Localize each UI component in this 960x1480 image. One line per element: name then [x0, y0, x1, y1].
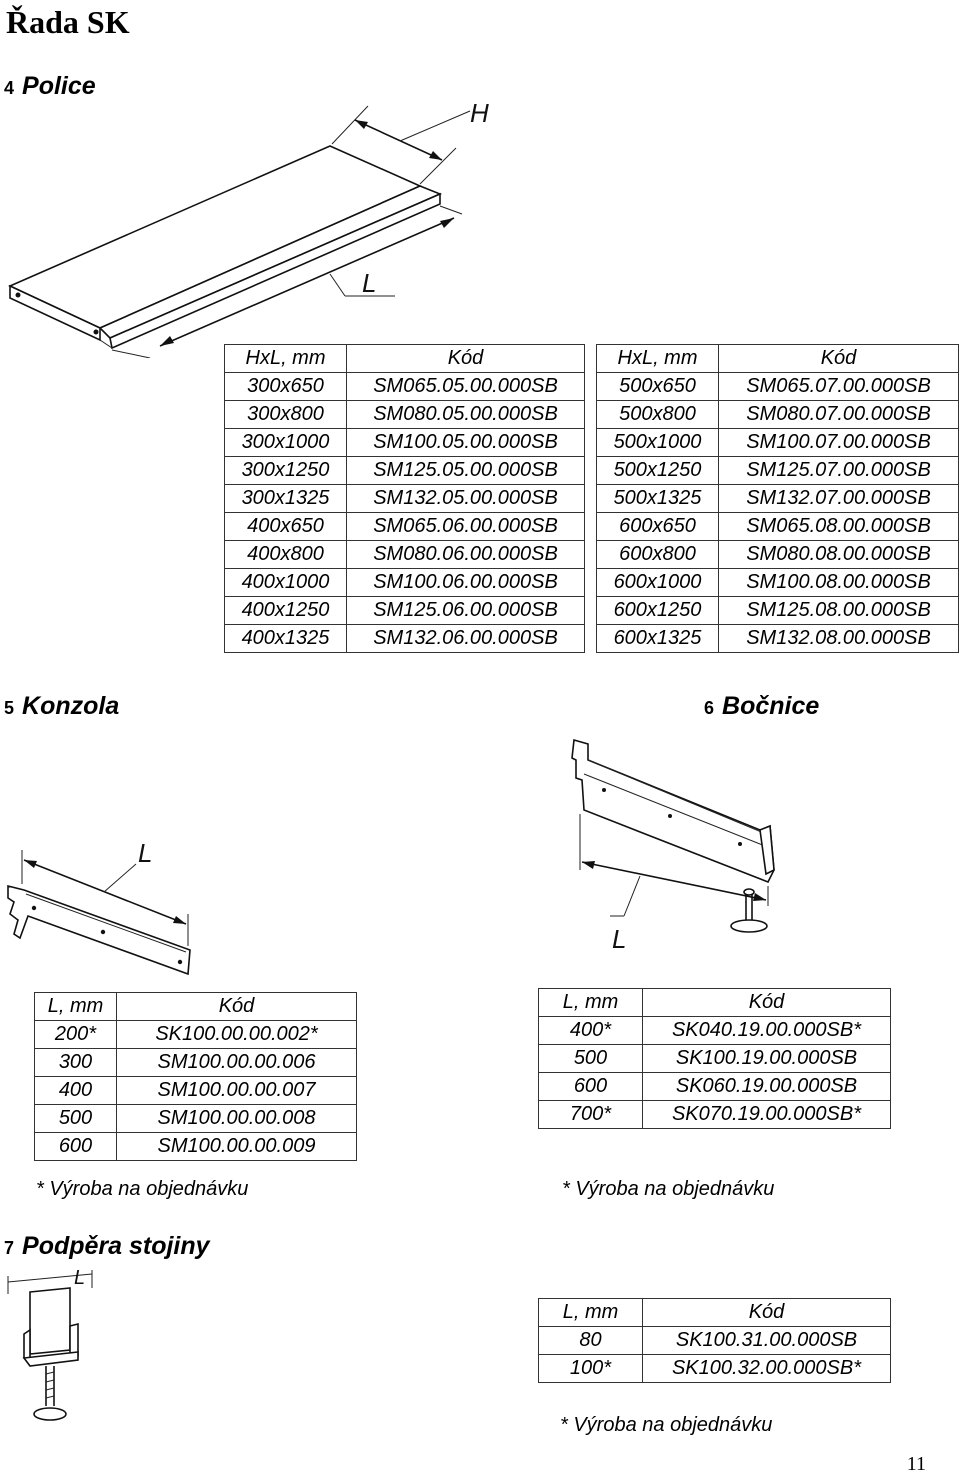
cell-length: 500	[539, 1045, 643, 1073]
table-header-row	[597, 345, 959, 373]
header-code: Kód	[347, 345, 585, 373]
cell-size: 500x1250	[597, 457, 719, 485]
table-row	[225, 541, 585, 569]
cell-code: SM100.00.00.009	[117, 1133, 357, 1161]
cell-code: SM125.06.00.000SB	[347, 597, 585, 625]
table-row	[597, 373, 959, 401]
konzola-table	[34, 992, 357, 1161]
cell-code: SK040.19.00.000SB*	[643, 1017, 891, 1045]
cell-length: 300	[35, 1049, 117, 1077]
cell-length: 400	[35, 1077, 117, 1105]
cell-size: 500x1000	[597, 429, 719, 457]
table-header-row	[539, 989, 891, 1017]
table-row	[597, 401, 959, 429]
police-table-right	[596, 344, 959, 653]
cell-code: SM100.08.00.000SB	[719, 569, 959, 597]
konzola-note: * Výroba na objednávku	[36, 1178, 249, 1200]
table-row	[597, 541, 959, 569]
shelf-drawing	[0, 96, 530, 358]
cell-code: SM100.05.00.000SB	[347, 429, 585, 457]
support-drawing	[0, 1264, 110, 1434]
cell-size: 300x1000	[225, 429, 347, 457]
cell-code: SM100.00.00.006	[117, 1049, 357, 1077]
header-code: Kód	[643, 989, 891, 1017]
cell-size: 600x800	[597, 541, 719, 569]
cell-size: 400x650	[225, 513, 347, 541]
header-length: L, mm	[539, 989, 643, 1017]
cell-size: 300x650	[225, 373, 347, 401]
cell-code: SM065.08.00.000SB	[719, 513, 959, 541]
dim-label-l: L	[612, 924, 627, 954]
cell-size: 600x1000	[597, 569, 719, 597]
table-row	[225, 485, 585, 513]
table-header-row	[225, 345, 585, 373]
section-name: Bočnice	[722, 692, 820, 720]
cell-code: SM125.05.00.000SB	[347, 457, 585, 485]
cell-code: SK100.19.00.000SB	[643, 1045, 891, 1073]
table-row	[539, 1017, 891, 1045]
cell-length: 400*	[539, 1017, 643, 1045]
table-row	[225, 457, 585, 485]
cell-size: 600x650	[597, 513, 719, 541]
section-heading-bocnice	[704, 692, 819, 721]
bocnice-note: * Výroba na objednávku	[562, 1178, 775, 1200]
cell-size: 500x800	[597, 401, 719, 429]
table-header-row	[539, 1299, 891, 1327]
bracket-drawing	[0, 828, 200, 978]
header-size: HxL, mm	[225, 345, 347, 373]
table-row	[225, 513, 585, 541]
cell-code: SM065.05.00.000SB	[347, 373, 585, 401]
table-row	[539, 1327, 891, 1355]
cell-code: SM132.07.00.000SB	[719, 485, 959, 513]
cell-length: 700*	[539, 1101, 643, 1129]
table-row	[597, 625, 959, 653]
table-row	[539, 1045, 891, 1073]
table-row	[539, 1101, 891, 1129]
page-title: Řada SK	[6, 4, 130, 40]
cell-code: SM125.08.00.000SB	[719, 597, 959, 625]
section-number: 4	[4, 78, 15, 98]
cell-size: 500x650	[597, 373, 719, 401]
police-table-left	[224, 344, 585, 653]
table-row	[225, 625, 585, 653]
header-code: Kód	[719, 345, 959, 373]
dim-label-h: H	[470, 98, 489, 128]
cell-code: SM065.06.00.000SB	[347, 513, 585, 541]
cell-code: SM100.06.00.000SB	[347, 569, 585, 597]
table-row	[225, 569, 585, 597]
table-row	[597, 457, 959, 485]
cell-code: SK100.32.00.000SB*	[643, 1355, 891, 1383]
section-name: Police	[22, 72, 96, 100]
bocnice-table	[538, 988, 891, 1129]
cell-code: SM100.07.00.000SB	[719, 429, 959, 457]
cell-length: 200*	[35, 1021, 117, 1049]
cell-code: SM132.05.00.000SB	[347, 485, 585, 513]
table-row	[539, 1073, 891, 1101]
table-row	[35, 1133, 357, 1161]
page-number: 11	[906, 1453, 926, 1475]
podpera-table	[538, 1298, 891, 1383]
header-size: HxL, mm	[597, 345, 719, 373]
cell-length: 100*	[539, 1355, 643, 1383]
table-row	[597, 429, 959, 457]
cell-size: 500x1325	[597, 485, 719, 513]
cell-length: 500	[35, 1105, 117, 1133]
cell-code: SK070.19.00.000SB*	[643, 1101, 891, 1129]
cell-code: SM125.07.00.000SB	[719, 457, 959, 485]
section-number: 6	[704, 698, 715, 718]
header-length: L, mm	[35, 993, 117, 1021]
cell-length: 80	[539, 1327, 643, 1355]
cell-code: SK060.19.00.000SB	[643, 1073, 891, 1101]
cell-code: SM080.06.00.000SB	[347, 541, 585, 569]
section-heading-podpera	[4, 1232, 210, 1261]
cell-size: 300x800	[225, 401, 347, 429]
cell-code: SK100.31.00.000SB	[643, 1327, 891, 1355]
cell-code: SM065.07.00.000SB	[719, 373, 959, 401]
header-code: Kód	[643, 1299, 891, 1327]
cell-size: 400x1325	[225, 625, 347, 653]
table-row	[539, 1355, 891, 1383]
table-row	[225, 401, 585, 429]
table-row	[35, 1077, 357, 1105]
header-code: Kód	[117, 993, 357, 1021]
table-row	[35, 1105, 357, 1133]
cell-size: 400x800	[225, 541, 347, 569]
table-row	[225, 429, 585, 457]
section-number: 7	[4, 1238, 15, 1258]
dim-label-l: L	[138, 838, 153, 868]
cell-size: 300x1325	[225, 485, 347, 513]
cell-code: SM100.00.00.008	[117, 1105, 357, 1133]
table-row	[35, 1049, 357, 1077]
cell-size: 400x1250	[225, 597, 347, 625]
section-name: Konzola	[22, 692, 120, 720]
cell-code: SK100.00.00.002*	[117, 1021, 357, 1049]
table-row	[35, 1021, 357, 1049]
table-row	[597, 513, 959, 541]
section-name: Podpěra stojiny	[22, 1232, 210, 1260]
table-row	[225, 597, 585, 625]
cell-code: SM132.08.00.000SB	[719, 625, 959, 653]
table-row	[597, 597, 959, 625]
cell-code: SM132.06.00.000SB	[347, 625, 585, 653]
table-header-row	[35, 993, 357, 1021]
header-length: L, mm	[539, 1299, 643, 1327]
table-row	[597, 485, 959, 513]
cell-code: SM080.07.00.000SB	[719, 401, 959, 429]
cell-length: 600	[539, 1073, 643, 1101]
cell-size: 600x1250	[597, 597, 719, 625]
cell-size: 300x1250	[225, 457, 347, 485]
section-heading-konzola	[4, 692, 119, 721]
section-number: 5	[4, 698, 15, 718]
dim-label-l: L	[74, 1267, 86, 1289]
cell-length: 600	[35, 1133, 117, 1161]
cell-size: 600x1325	[597, 625, 719, 653]
cell-code: SM100.00.00.007	[117, 1077, 357, 1105]
table-row	[597, 569, 959, 597]
podpera-note: * Výroba na objednávku	[560, 1414, 773, 1436]
table-row	[225, 373, 585, 401]
cell-code: SM080.08.00.000SB	[719, 541, 959, 569]
side-panel-drawing	[560, 730, 800, 960]
dim-label-l: L	[362, 268, 377, 298]
cell-size: 400x1000	[225, 569, 347, 597]
cell-code: SM080.05.00.000SB	[347, 401, 585, 429]
